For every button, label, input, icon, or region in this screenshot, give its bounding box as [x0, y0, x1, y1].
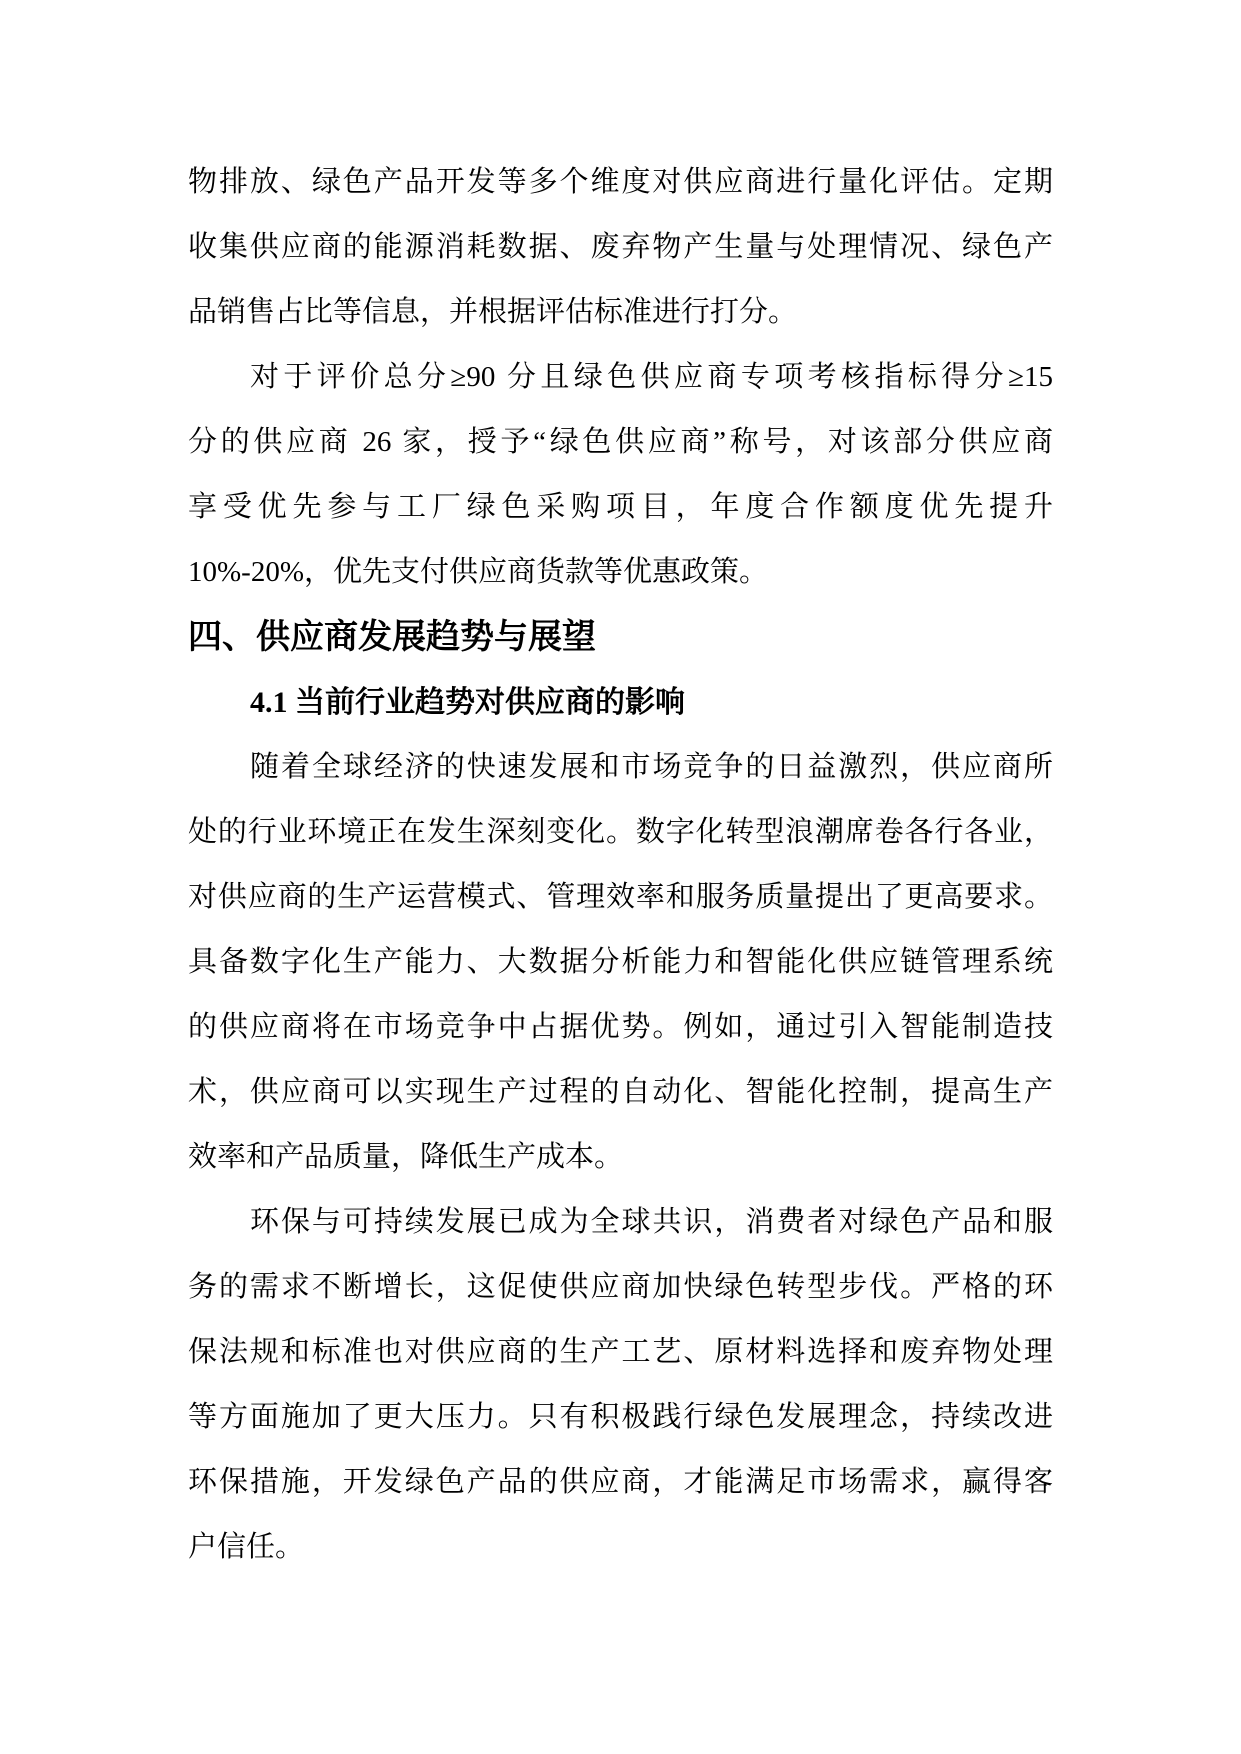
subsection-heading: 4.1 当前行业趋势对供应商的影响 [250, 686, 685, 719]
paragraph-industry-trends [188, 735, 1053, 1190]
paragraph-sustainability [188, 1190, 1053, 1580]
page-content [188, 150, 1053, 1580]
text-line: 处的行业环境正在发生深刻变化。数字化转型浪潮席卷各行各业， [188, 816, 1053, 848]
text-line: 保法规和标准也对供应商的生产工艺、原材料选择和废弃物处理 [188, 1336, 1053, 1368]
text-line: 享受优先参与工厂绿色采购项目，年度合作额度优先提升 [188, 491, 1053, 523]
text-line: 术，供应商可以实现生产过程的自动化、智能化控制，提高生产 [188, 1076, 1053, 1108]
section-heading: 四、供应商发展趋势与展望 [188, 619, 596, 656]
text-line: 收集供应商的能源消耗数据、废弃物产生量与处理情况、绿色产 [188, 231, 1053, 263]
paragraph-green-supplier-policy [188, 345, 1053, 605]
text-line: 分的供应商 26 家，授予“绿色供应商”称号，对该部分供应商 [188, 426, 1053, 458]
paragraph-continuation [188, 150, 1053, 345]
text-line: 具备数字化生产能力、大数据分析能力和智能化供应链管理系统 [188, 946, 1053, 978]
text-line: 户信任。 [188, 1531, 305, 1563]
text-line: 随着全球经济的快速发展和市场竞争的日益激烈，供应商所 [250, 751, 1053, 783]
text-line: 品销售占比等信息，并根据评估标准进行打分。 [188, 296, 798, 328]
text-line: 对于评价总分≥90 分且绿色供应商专项考核指标得分≥15 [250, 361, 1053, 393]
text-line: 对供应商的生产运营模式、管理效率和服务质量提出了更高要求。 [188, 881, 1053, 913]
text-line: 效率和产品质量，降低生产成本。 [188, 1141, 624, 1173]
text-line: 等方面施加了更大压力。只有积极践行绿色发展理念，持续改进 [188, 1401, 1053, 1433]
text-line: 10%-20%，优先支付供应商货款等优惠政策。 [188, 556, 768, 588]
text-line: 物排放、绿色产品开发等多个维度对供应商进行量化评估。定期 [188, 166, 1053, 198]
text-line: 的供应商将在市场竞争中占据优势。例如，通过引入智能制造技 [188, 1011, 1053, 1043]
text-line: 务的需求不断增长，这促使供应商加快绿色转型步伐。严格的环 [188, 1271, 1053, 1303]
text-line: 环保措施，开发绿色产品的供应商，才能满足市场需求，赢得客 [188, 1466, 1053, 1498]
text-line: 环保与可持续发展已成为全球共识，消费者对绿色产品和服 [250, 1206, 1053, 1238]
